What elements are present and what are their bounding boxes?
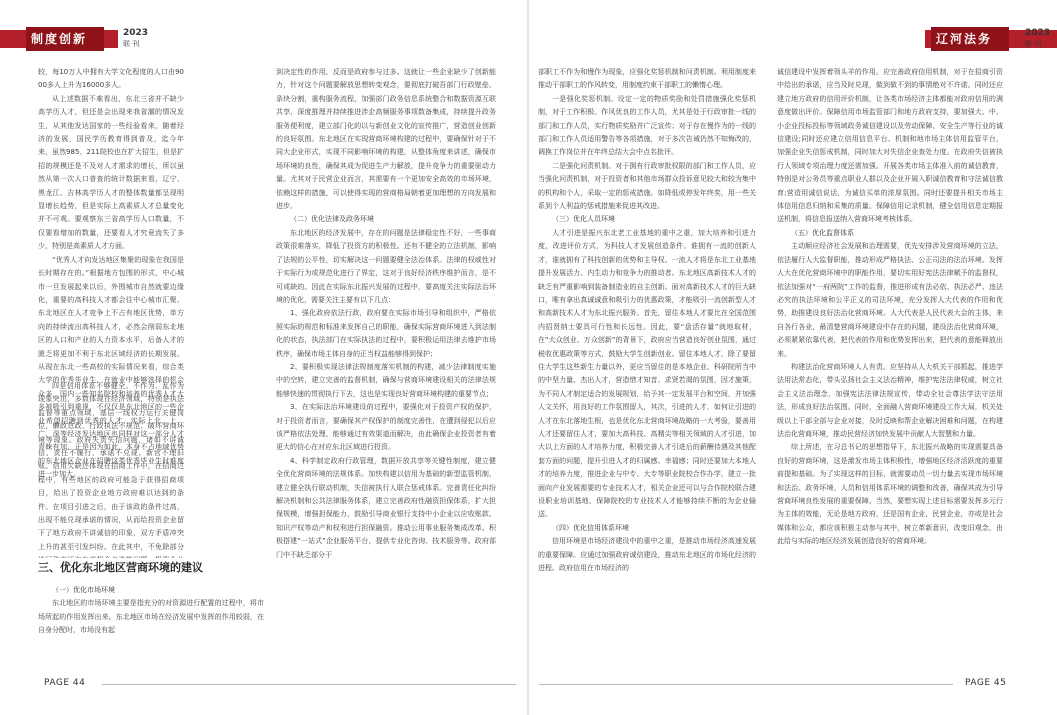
- paragraph: 东北地区的经济发展中，存在的问题是法律稳定性不好，一些事商政策很难落实，降低了投资方的积极性。还有不健全的立法机制，影响了法规的公平性，切实解决这一问题要健全法治体系。法律的权威性对于实际行为或规范化进行了界定，这对于良好经济秩序维护而言，是不可或缺的。因此在实际东北振兴发展的过程中，要高度关注实际法治环境的优化，需要关注主要有以下几点：: [276, 228, 496, 304]
- paragraph: 四是信用体系不够健全。不作为、乱作为现象突出，多数体现在经济领域，特别是执法监督等重点领域，基层一线权力运行关键岗位，懒政怠政、行政执法不规范、破坏营商环境等现象。政府失责失信问题，诸如不讲诚信、责任不履行、承诺不兑现、新官不理旧账。信用欠缺还体现在招商工作中，在招商过程中，有些地区的政府可能急于获得招商项目，给出了投资企业地方政府难以达到的条件。在项目引进之后，由于该政的条件过高，出现不能兑现承诺的情况，从而给投资企业留下了地方政府不讲诚信的印象，双方矛盾冲突上升的甚至引发纠纷。在此其中，不免除部分: [38, 382, 184, 551]
- right-column-1: [538, 66, 756, 656]
- section-name-left: 制度创新: [31, 32, 88, 46]
- paragraph: 从上述数据不难看出，东北三省并不缺少高学历人才，但还是会出现来我省潮的情况发生，从其他发达国家的一些经验看来，随着经济的发展，国民学历教育得到普及，迄今年来，虽然985、211院校也在扩大招生，但是扩招的规模还是不及对人才需求的增长，所以虽然从第一次人口普查的统计数据来看，辽宁、黑龙江、吉林高学历人才的整体数量都呈现明显增长趋势，但是实际上高素质人才总量变化并不可观。要观察东三省高学历人口数量，不仅要看增加的数量，还要看人才究竟流失了多少，特别是高素质人才方面。: [38, 94, 184, 251]
- page-number-left: PAGE 44: [44, 678, 86, 688]
- subsection-heading: （一）优化市场环境: [52, 586, 115, 594]
- section-heading: 三、优化东北地区营商环境的建议: [38, 561, 203, 574]
- paragraph: 1、强化政府依法行政，政府要在实际市场引导和组织中，严格依照实际的规范和标准来发挥自己的职能，确保实际营商环境进入到法制化的状态，执法部门在实际执法的过程中，要积极运用法律去维护市场秩序，确保市场主体自身的正当权益能够得到保护；: [276, 309, 496, 358]
- paragraph: 二是强化问责机制。对于拥有行政审批权限的部门和工作人员，应当强化问责机制，对于投资者和其他市场群众投诉意见较大和较为集中的机构和个人，采取一定的惩戒措施。如降低或停发年终奖，用一些关系到个人利益的惩戒措施来促进其改进。: [538, 161, 756, 211]
- paragraph: 东北地区的市场环境主要是指充分的对资源进行配置的过程中，将市场所起的作用发挥出来。东北地区市场在经济发展中发挥的作用较弱，在自身分配时，市场没有起: [38, 599, 264, 635]
- paragraph: 诚信建设中发挥着领头羊的作用。应完善政府信用机制，对于在招商引资中给出的承诺，应当及时兑现，做到做不到的事情绝对不许诺。同时还应建立地方政府的信用评价机制，让各类市场经济主体都能对政府信用的满意度做出评价。保障信用市场监管部门和地方政府支持，要加强大、中、小企业投标投标等领域政务诚信建设以及劳动保障、安全生产等行业的诚信建设;同时还应建立信用信息平台、机制和地市场主体信用监管平台，加强企业失信惩戒机制，同时加大对失信企业查处力度。在政府失信被执行人领域专项治理力度还需加强。开展各类市场主体准入前的诚信教育，特别是对公务员等重点职业人群以及企业开展入职诚信教育和守法诚信教育;营造用诚信说话，为诚信买单的浓厚氛围。同时还要提升相关市场主体信用信息归纳和采集的质量。保障信用记录机制，健全信用信息定期报送机制，将信息报送纳入营商环境考核体系。: [777, 68, 1003, 224]
- left-page: [0, 0, 528, 715]
- issue-type-right: 联 刊: [1025, 40, 1042, 48]
- issue-type-left: 联 刊: [123, 40, 140, 48]
- footer-rule-left: [102, 684, 516, 685]
- subsection-heading: （二）优化法律及政务环境: [290, 215, 374, 224]
- paragraph: 4、科学制定政府行政管理，数据开放共享等关键性制度，建立健全优化营商环境的法规体系。加快构建以信用为基础的新型监管机制，建立健全执行联动机制，失信被执行人联合惩戒体系。完善责任化纠纷解决机制和公共法律服务体系，建立完善政府性融资担保体系，扩大担保规模，增强担保能力，鼓励引导商业银行支持中小企业以应收账款、知识产权等动产和权利进行担保融资。推动公用事业服务集成改革。积极搭建“一站式”企业服务平台，提供专业化咨询、技术服务等。政府部门中不缺乏部分干: [276, 456, 496, 559]
- right-page: [529, 0, 1057, 715]
- left-column-2b: [38, 584, 264, 660]
- paragraph: 构建法治化营商环境人人有责。应坚持从人大机关干部抓起，推进学法用法常态化，带头弘扬社会主义法治精神，维护宪法法律权威，树立社会主义法治理念，加强宪法法律法规宣传，带动全社会尊法学法守法用法，形成良好法治氛围。同时，全面融入营商环境建设工作大局，机关处级以上干部全部与企业对接，及时反映和帮企业解决困难和问题，在构建法治化营商环境，推动民营经济加快发展中贡献人大智慧和力量。: [777, 362, 1003, 438]
- section-name-right: 辽河法务: [936, 32, 993, 46]
- paragraph: 部职工不作为和慢作为现象，应强化奖惩机制和问责机制。利用制度来推动干部职工的作风转变，用制度约束干部职工的懒惰心理。: [538, 68, 756, 90]
- subsection-heading: （三）优化人员环境: [552, 215, 615, 224]
- right-column-2: [777, 66, 1003, 656]
- subsection-heading: （五）优化监督体系: [791, 228, 854, 237]
- paragraph: “优秀人才向发达地区集聚的现象在我国是长时期存在的。”根据地方包围的形式，中心城市一旦发展起来以后，外围城市自然就要边缘化，重要的高科技人才都会往中心城市汇聚。东北地区在人才竞争上不占有地区优势，单方向的持续流出高科技人才，必然会削弱东北地区的人口和产业的人力资本水平，后备人才的匮乏将更加不利于东北区域经济的长期发展。从现在东北一些高校的实际情况来看，综合类大学的优秀毕业生，在就业中能够选择的机会众多，国内一些知名院校和培养的优秀人才大多被吸引到重视，不仅仅是东北地区的一些企业希望招聘到优秀的人才，实际上北、上、广、深等经济发达地区也同样对这一部分人才青睐有加，正是因为如此，本身不占地域优势的东北地区企业在招聘这类优秀毕业生时难度进一步加大。: [38, 255, 184, 479]
- paragraph: 综上所述，在习总书记的思想指导下，东北振兴战略的实现需要具备良好的营商环境，这是激发市场主体积极性，增强地区经济活跃度的重要前提和基础。为了实现这样的目标，就需要动员一切力量去实现市场环境和法治、政务环境、人员和信用体系环境的调整和改善，确保其成为引导营商环境良性发展的重要保障。当然，要想实现上述目标需要发挥多元行为主体的效能，无论是地方政府，还是国有企业，民营企业，亦或是社会媒体和公众，都应该积极主动参与其中，树立革新意识，改变旧观念，由此给与实际的地区经济发展创造良好的营商环境。: [777, 443, 1003, 546]
- paragraph: 到决定性的作用，反而是政府参与过多。这就让一些企业缺少了创新能力，针对这个问题要解放思想转变观念，要彻底打破吾部门行政壁垒、条块分割，重构服务流程，加强部门政务信息系统整合和数据资源互联共享，深度推理并持续推进涉企高频服务事项数备集成，持续提升政务服务便利度，建立部门化的以与新创业文化的宣传推广，营造创业创新的良好氛围。东北地区在实现营商环境构建的过程中，要确保针对于不同大企业形式，实现不同影响环境的构建，从整体角度来讲述，确保市场环境的良性，确保其成为促进生产力解放，提升竞争力的重要驱动力量。尤其对于民营企业而言，其需要有一个更加安全高效的市场环境，依赖这样的措施，可以使得实现的营商格局朝着更加理想的方向发展和进步。: [276, 68, 496, 211]
- paragraph: 主动顺应经济社会发展和治理需要，优先安排涉及营商环境的立法，依法履行人大监督职能，推动形成严格执法、公正司法的法治环境。发挥人大在优化营商环境中的职能作用，要切实用好宪法法律赋予的监督权，依法加强对“一府两院”工作的监督，推进形成有法必依、执法必严、违法必究的执法环境和公平正义的司法环境，充分发挥人大代表的作用和优势，助推建设良好法治化营商环境。人大代表是人民代表大会的主体，来自各行各业，最清楚营商环境建设中存在的问题，建设法治化营商环境，必须紧紧依靠代表，把代表的作用和优势发挥出来，把代表的意能释放出来。: [777, 242, 1003, 358]
- left-column-3: [276, 66, 496, 656]
- paragraph: 人才引进是振兴东北老工业基地的重中之重，加大培养和引进力度，改进评价方式，为科技人才发展创造条件。谁拥有一流的创新人才，谁就拥有了科技创新的优势和主导权。一流人才将是东北工业基地提升发展活力、内生动力和竞争力的推动者。东北地区高新技术人才的缺乏有严重影响到装备制造业的自主创新。面对高新技术人才的巨大缺口，唯有拿出真诚诚意和吸引力的优惠政策，才能吸引一流创新型人才和高新技术人才为东北振兴服务。首先，留住本地人才要比在全国范围内招贤纳士要具可行性和长远性。因此，要“盘活存量”就地取材，在“大众创业、万众创新”的背景下，政府应当营造良好创业氛围，通过税收优惠政策等方式，鼓励大学生创新创业。留住本地人才，除了要留住大学生这些新生力量以外，更应当留住的是本地企业、科研院所当中的中坚力量、杰出人才，营造惜才知音、求贤若渴的氛围，因才施策，为不同人才制定适合的发展规划，给予其一定发展平台和空间，并加强人文关怀，用良好的工作氛围留人，其次，引进的人才，如何让引进的人才在东北落地生根，也是优化东北营商环境战略的一大考验，要善用人才还要留住人才，要加大高科技、高精尖等相关领域的人才引进，加大以上方面的人才培养力度，积极完善人才引进后的薪酬待遇及其他配套方面的问题，提升引进人才的归属感、幸福感；同时还要加大本地人才的培养力度，推进企业与中专、大专等职业院校合作办学，建立一批面向产业发展需要的专业技术人才，相关企业还可以与合作院校联合建设职业培训基地，保障院校的专业技术人才能够持续不断的为企业输送。: [538, 228, 756, 519]
- page-number-right: PAGE 45: [965, 678, 1007, 688]
- subsection-heading: （四）优化信用体系环境: [552, 523, 629, 532]
- paragraph: 2、要积极实现法律法规制度落实机制的构建，减少法律制度实施中的空转，建立完善的监督机制，确保与营商环境建设相关的法律法规能够快速的贯彻执行下去，这也是实现良好营商环境构建的重要节点；: [276, 362, 496, 398]
- issue-year-left: 2023: [123, 28, 149, 38]
- left-column-2: [38, 380, 184, 558]
- paragraph: 较，每10万人中拥有大学文化程度的人口由9000多人上升为16000多人。: [38, 68, 184, 90]
- paragraph: 一是强化奖惩机制。设定一定的物质奖励和处罚措施强化奖惩机制，对于工作积极、作风优良的工作人员，尤其是处于行政审批一线的部门和工作人员，实行物质奖励并广泛宣传；对于存在慢作为的一线的部门和工作人员适用警告等各项措施，对于多次告诫仍然不知悔改的，调换工作岗位并在年终总结大会中点名批评。: [538, 94, 756, 157]
- paragraph: 3、在实际法治环境建设的过程中，要强化对于投资产权的保护，对于投资者而言，要确保其产权保护的制度完善性，在遭到侵犯以后应该严格依法处理，能够通过有效渠道而解决，由此确保企业投资者有着更大的信心在对应东北区域进行投资。: [276, 403, 496, 452]
- footer-rule-right: [539, 684, 953, 685]
- issue-year-right: 2023: [1025, 28, 1051, 38]
- paragraph: 信用环境是市场经济建设中的重中之重，是推动市场经济高速发展的重要保障。应通过加强政府诚信建设，推动东北地区的市场化经济的进程。政府信用在市场经济的: [538, 537, 756, 573]
